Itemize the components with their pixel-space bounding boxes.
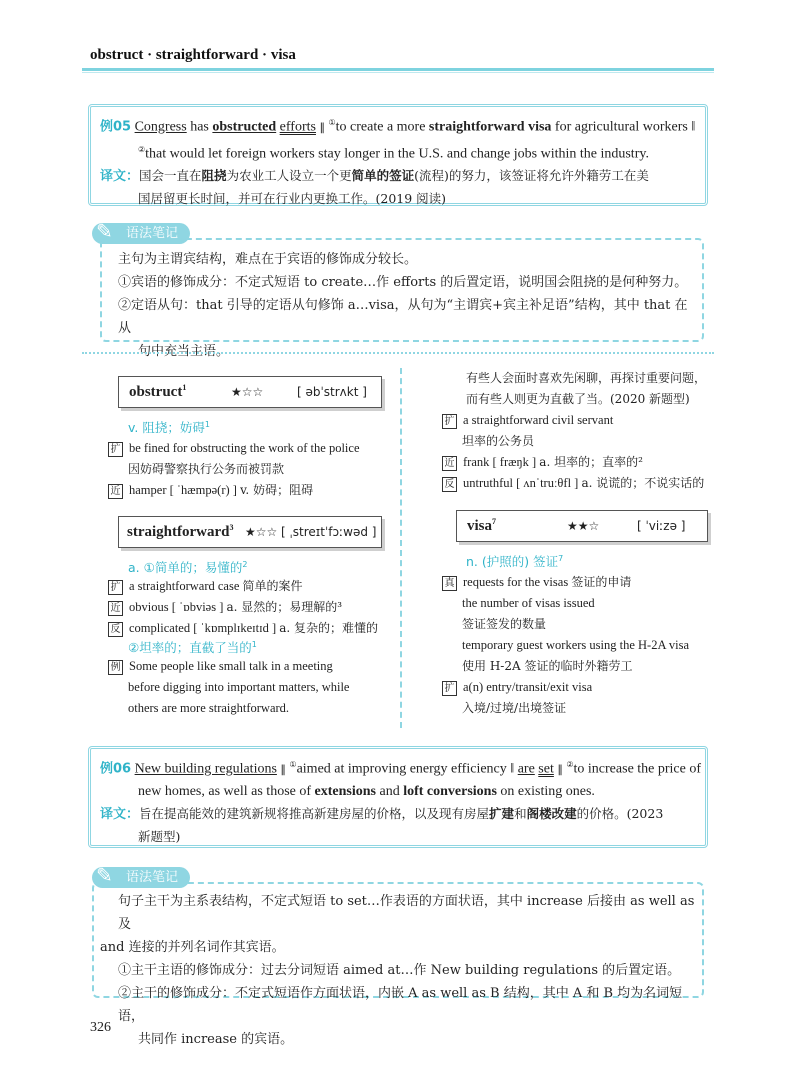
grammar-line: ①宾语的修饰成分：不定式短语 to create…作 efforts 的后置定语，说明国会阻挠的是何种努力。: [118, 275, 688, 290]
marker: ①: [328, 118, 336, 127]
entry-straightforward-header: [118, 516, 382, 548]
text-segment: on existing ones.: [496, 783, 595, 799]
tag-badge: 近: [108, 484, 123, 499]
verb: are: [517, 761, 535, 777]
collocation: be fined for obstructing the work of the police: [129, 441, 360, 455]
translation-label: 译文: [100, 169, 127, 185]
page-number: 326: [90, 1020, 111, 1035]
collocation: a(n) entry/transit/exit visa: [463, 680, 593, 694]
collocation-translation: 简单的案件: [242, 579, 303, 593]
example-translation: 有些人会面时喜欢先闲聊，再探讨重要问题，: [466, 371, 707, 385]
synonym-meaning: a. 坦率的；直率的²: [539, 455, 643, 469]
marker: ①: [289, 760, 297, 769]
phonetic: [ ˌstreɪtˈfɔːwəd ]: [281, 525, 377, 539]
translation-line: 新题型): [138, 828, 181, 844]
collocation: requests for the visas: [463, 575, 572, 589]
grammar-note-1-text: [118, 248, 698, 363]
grammar-line: 句中充当主语。: [138, 344, 230, 359]
translation-text: 和: [514, 805, 527, 821]
text-segment: new homes, as well as those of: [138, 783, 315, 799]
antonym-meaning: a. 复杂的；难懂的: [279, 621, 379, 635]
section-divider: [82, 352, 714, 354]
grammar-line: 共同作 increase 的宾语。: [138, 1032, 294, 1047]
example-label: 例06: [100, 761, 132, 777]
keyword: straightforward visa: [428, 119, 552, 135]
collocation: a straightforward civil servant: [463, 413, 614, 427]
example-label: 例05: [100, 119, 132, 135]
collocation: the number of visas issued: [462, 596, 595, 610]
part-of-speech: v. 阻挠；妨碍$^1$: [128, 419, 210, 435]
straightforward-example: [108, 656, 398, 719]
translation-line: 国居留更长时间，并可在行业内更换工作。(2019 阅读): [138, 191, 447, 207]
frequency-stars: ★★☆: [567, 519, 600, 533]
visa-rows: [442, 572, 742, 719]
straightforward-rows: [108, 576, 398, 639]
translation-text: 的价格。(2023: [576, 805, 664, 821]
tag-badge: 扩: [442, 414, 457, 429]
collocation-translation: 入境/过境/出境签证: [462, 701, 567, 715]
text-segment: and: [375, 783, 404, 799]
frequency-stars: ★☆☆: [231, 385, 264, 399]
header-divider-thin: [82, 72, 714, 73]
tag-badge: 近: [442, 456, 457, 471]
straightforward-continued: [442, 368, 742, 494]
translation-text: 为农业工人设立一个更: [226, 168, 352, 184]
text-segment: for agricultural workers ‖: [551, 119, 696, 135]
object: efforts: [279, 119, 316, 135]
tag-badge: 近: [108, 601, 123, 616]
grammar-note-2-text: [100, 890, 696, 1051]
subject: New building regulations: [134, 761, 277, 777]
antonym-meaning: a. 说谎的；不说实话的: [581, 476, 705, 490]
separator: ‖: [553, 762, 567, 776]
separator: ‖: [315, 120, 329, 134]
translation-keyword: 阻挠: [201, 168, 227, 184]
collocation-translation: 因妨碍警察执行公务而被罚款: [128, 462, 285, 476]
entry-visa-header: [456, 510, 708, 542]
example-sentence-line: that would let foreign workers stay longer in the U.S. and change jobs within the industry.: [145, 146, 649, 162]
grammar-line: and 连接的并列名词作其宾语。: [100, 940, 285, 955]
grammar-note-label: 语法笔记: [92, 223, 190, 244]
example-translation: 而有些人则更为直截了当。(2020 新题型): [466, 392, 690, 406]
example-line: others are more straightforward.: [128, 701, 290, 715]
phonetic: [ ˈviːzə ]: [637, 519, 686, 533]
collocation-translation: 签证的申请: [571, 575, 632, 589]
synonym: obvious [ ˈɒbviəs ]: [129, 600, 227, 614]
collocation-translation: 坦率的公务员: [462, 434, 535, 448]
antonym: complicated [ ˈkɒmplɪkeɪtɪd ]: [129, 621, 280, 635]
synonym: hamper [ ˈhæmpə(r) ]: [129, 483, 241, 497]
keyword: loft conversions: [403, 783, 497, 799]
text-segment: has: [186, 119, 213, 135]
tag-badge: 扩: [442, 681, 457, 696]
example-line: before digging into important matters, while: [128, 680, 350, 694]
separator: ‖: [276, 762, 290, 776]
tag-badge: 反: [442, 477, 457, 492]
antonym: untruthful [ ʌnˈtruːθfl ]: [463, 476, 582, 490]
subject: Congress: [134, 119, 187, 135]
tag-badge: 反: [108, 622, 123, 637]
synonym-meaning: a. 显然的；易理解的³: [226, 600, 343, 614]
translation-label: 译文: [100, 806, 127, 822]
translation-keyword: 简单的签证: [351, 168, 415, 184]
frequency-stars: ★☆☆: [245, 525, 278, 539]
translation-text: 旨在提高能效的建筑新规将推高新建房屋的价格，以及现有房屋: [139, 805, 490, 821]
header-divider: [82, 68, 714, 71]
phonetic: [ əbˈstrʌkt ]: [297, 385, 367, 399]
tag-badge: 扩: [108, 580, 123, 595]
translation-text: (流程)的努力，该签证将允许外籍劳工在美: [414, 168, 649, 184]
grammar-line: 主句为主谓宾结构，难点在于宾语的修饰成分较长。: [118, 252, 418, 267]
running-header: obstruct · straightforward · visa: [90, 47, 296, 63]
tag-badge: 例: [108, 660, 123, 675]
marker: ②: [138, 144, 146, 154]
synonym: frank [ fræŋk ]: [463, 455, 540, 469]
collocation-translation: 使用 H-2A 签证的临时外籍劳工: [462, 659, 633, 673]
grammar-line: ②主干的修饰成分：不定式短语作方面状语，内嵌 A as well as B 结构，其中 A 和 B 均为名词短语，: [118, 986, 683, 1024]
collocation-translation: 签证签发的数量: [462, 617, 547, 631]
pencil-icon: ✎: [96, 863, 113, 887]
translation-keyword: 扩建: [489, 805, 515, 821]
tag-badge: 真: [442, 576, 457, 591]
headword: visa$^7$: [467, 517, 497, 534]
text-segment: aimed at improving energy efficiency ‖: [296, 761, 518, 777]
part-of-speech-2: ②坦率的；直截了当的$^1$: [128, 639, 257, 655]
tag-badge: 扩: [108, 442, 123, 457]
example-05-content: 例05 Congress has obstructed efforts ‖ ①to create a more straightforward visa for agricultural workers ‖ ②that would let foreign workers stay longer in the U.S. and change jobs within the industry. 译文：国会一直在阻挠为农业工人设立一个更简单的签证(流程)的努力，该签证将允许外籍劳工在美 国居留更长时间，并可在行业内更换工作。(2019 阅读): [100, 112, 700, 210]
grammar-line: 句子主干为主系表结构，不定式短语 to set…作表语的方面状语，其中 increase 后接由 as well as 及: [118, 894, 695, 932]
verb: obstructed: [212, 119, 277, 135]
text-segment: to create a more: [335, 119, 429, 135]
column-divider: [400, 368, 402, 728]
grammar-line: ①主干主语的修饰成分：过去分词短语 aimed at…作 New building regulations 的后置定语。: [118, 963, 681, 978]
collocation: temporary guest workers using the H-2A visa: [462, 638, 690, 652]
text-segment: to increase the price of: [573, 761, 702, 777]
translation-keyword: 阁楼改建: [526, 805, 577, 821]
obstruct-rows: [108, 438, 398, 501]
grammar-line: ②定语从句：that 引导的定语从句修饰 a…visa，从句为“主谓宾+宾主补足语”结构，其中 that 在从: [118, 298, 688, 336]
synonym-meaning: v. 妨碍；阻碍: [240, 483, 314, 497]
headword: straightforward$^3$: [127, 523, 234, 540]
grammar-note-label: 语法笔记: [92, 867, 190, 888]
entry-obstruct-header: [118, 376, 382, 408]
example-line: Some people like small talk in a meeting: [129, 659, 333, 673]
predicative: set: [538, 761, 554, 777]
keyword: extensions: [314, 783, 376, 799]
part-of-speech: a. ①简单的；易懂的$^2$: [128, 559, 248, 575]
translation-text: 国会一直在: [139, 168, 202, 184]
example-06-content: 例06 New building regulations ‖ ①aimed at improving energy efficiency ‖ are set ‖ ②to increase the price of new homes, as well as those of extensions and loft conversions on existing ones. 译文：旨在提高能效的建筑新规将推高新建房屋的价格，以及现有房屋扩建和阁楼改建的价格。(2023 新题型): [100, 754, 700, 848]
marker: ②: [566, 760, 574, 769]
part-of-speech: n. (护照的) 签证$^7$: [466, 553, 564, 569]
headword: obstruct$^1$: [129, 383, 187, 400]
collocation: a straightforward case: [129, 579, 243, 593]
pencil-icon: ✎: [96, 219, 113, 243]
